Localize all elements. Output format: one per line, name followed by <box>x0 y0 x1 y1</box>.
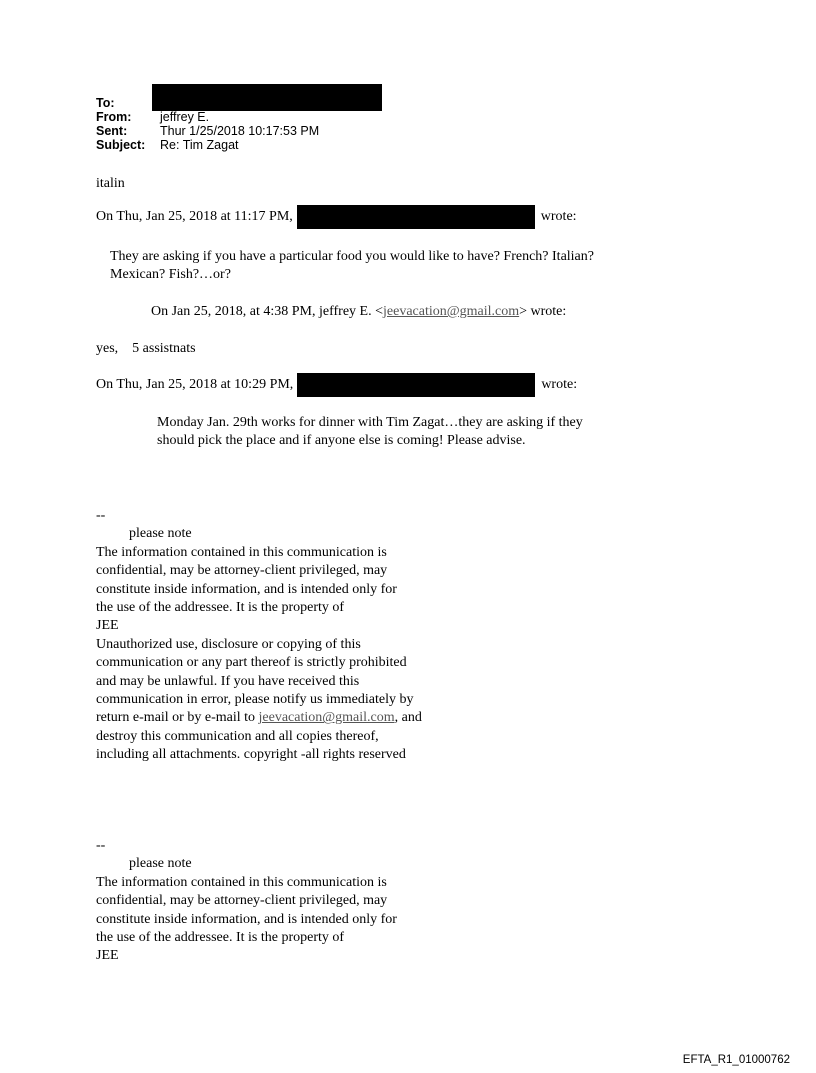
quote-line: Monday Jan. 29th works for dinner with Tim Zagat…they are asking if they <box>157 415 583 430</box>
disclaimer-text: return e-mail or by e-mail to <box>96 710 259 726</box>
disclaimer-line: confidential, may be attorney-client privileged, may <box>96 563 388 579</box>
disclaimer-note: please note <box>129 526 192 542</box>
disclaimer-line: destroy this communication and all copies thereof, <box>96 728 379 744</box>
quote-attribution-1 <box>96 205 577 229</box>
subject-row <box>96 138 382 152</box>
disclaimer-line: The information contained in this communication is <box>96 874 387 890</box>
from-value: jeffrey E. <box>160 110 210 124</box>
attribution-suffix: wrote: <box>541 377 578 392</box>
attribution-prefix: On Thu, Jan 25, 2018 at 11:17 PM, <box>96 209 293 224</box>
quote-line: They are asking if you have a particular food you would like to have? French? Italian? <box>110 249 594 264</box>
sent-value: Thur 1/25/2018 10:17:53 PM <box>160 124 320 138</box>
quote-body-3 <box>157 414 583 450</box>
disclaimer-line: the use of the addressee. It is the property of <box>96 930 345 946</box>
subject-value: Re: Tim Zagat <box>160 138 239 152</box>
disclaimer-line <box>96 709 422 727</box>
signature-dashes: -- <box>96 838 106 853</box>
subject-label: Subject: <box>96 138 146 152</box>
from-label: From: <box>96 110 132 124</box>
disclaimer-line: communication in error, please notify us immediately by <box>96 692 414 708</box>
signature-dashes: -- <box>96 508 106 523</box>
redaction-box <box>152 84 382 111</box>
redaction-box <box>297 205 535 229</box>
quote-line: Mexican? Fish?…or? <box>110 267 231 282</box>
disclaimer-line: confidential, may be attorney-client privileged, may <box>96 893 388 909</box>
from-row <box>96 110 382 124</box>
quote-attribution-2 <box>151 303 566 321</box>
disclaimer-line: JEE <box>96 618 119 634</box>
disclaimer-line: Unauthorized use, disclosure or copying of this <box>96 636 361 652</box>
sent-label: Sent: <box>96 124 128 138</box>
redaction-box <box>297 373 535 397</box>
reply-text-2: yes, 5 assistnats <box>96 341 196 356</box>
email-link[interactable]: jeevacation@gmail.com <box>258 710 395 726</box>
disclaimer-line: JEE <box>96 948 119 964</box>
disclaimer-line: constitute inside information, and is intended only for <box>96 911 397 927</box>
attribution-suffix: wrote: <box>540 209 577 224</box>
attribution-suffix: > wrote: <box>519 304 567 319</box>
disclaimer-line: including all attachments. copyright -all rights reserved <box>96 747 406 763</box>
document-id: EFTA_R1_01000762 <box>682 1054 790 1066</box>
disclaimer-line: communication or any part thereof is strictly prohibited <box>96 655 407 671</box>
to-label: To: <box>96 96 115 110</box>
sent-row <box>96 124 382 138</box>
email-link[interactable]: jeevacation@gmail.com <box>383 304 520 319</box>
disclaimer-block-1 <box>96 507 422 765</box>
attribution-prefix: On Thu, Jan 25, 2018 at 10:29 PM, <box>96 377 294 392</box>
quote-body-1 <box>110 248 594 284</box>
quote-attribution-3 <box>96 373 577 397</box>
attribution-prefix: On Jan 25, 2018, at 4:38 PM, jeffrey E. < <box>151 304 383 319</box>
disclaimer-line: and may be unlawful. If you have received this <box>96 673 360 689</box>
to-row <box>96 96 382 110</box>
disclaimer-block-2 <box>96 837 397 966</box>
disclaimer-line: the use of the addressee. It is the property of <box>96 600 345 616</box>
quote-line: should pick the place and if anyone else is coming! Please advise. <box>157 433 526 448</box>
disclaimer-line: constitute inside information, and is intended only for <box>96 581 397 597</box>
reply-text-1: italin <box>96 176 125 191</box>
disclaimer-note: please note <box>129 856 192 872</box>
disclaimer-line: The information contained in this communication is <box>96 544 387 560</box>
disclaimer-text: , and <box>394 710 422 726</box>
email-header <box>96 96 382 152</box>
